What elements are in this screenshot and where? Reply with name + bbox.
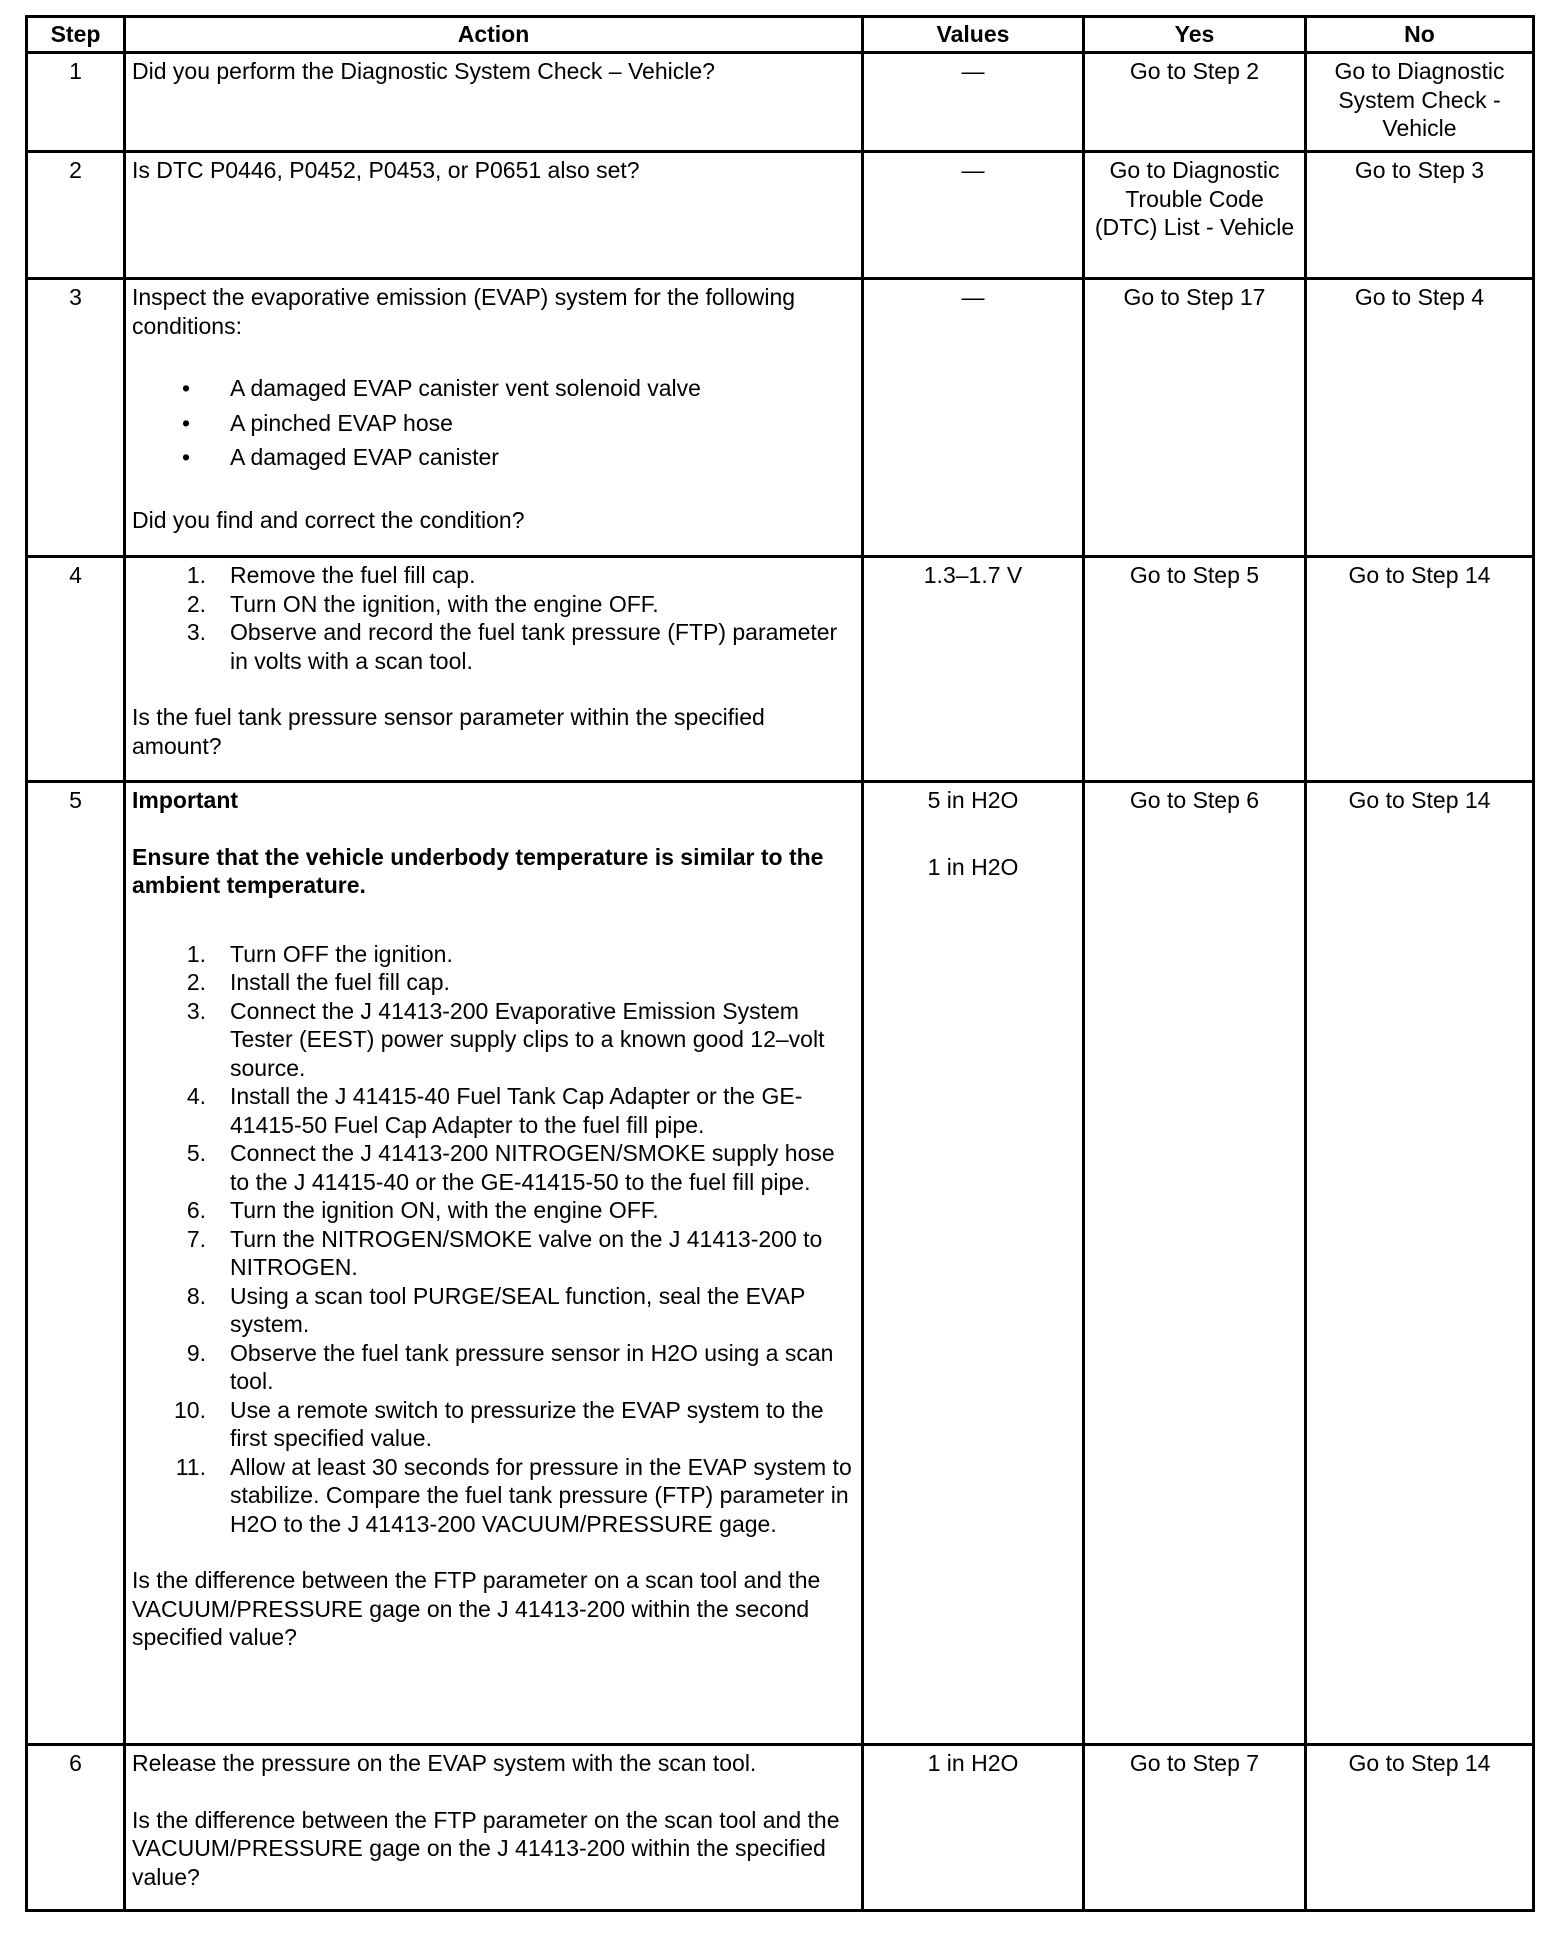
table-row-step-6 — [27, 1745, 1534, 1911]
condition-list — [132, 374, 855, 472]
step-number: 6 — [27, 1745, 125, 1911]
procedure-list — [132, 561, 855, 675]
values-cell: 1.3–1.7 V — [863, 557, 1084, 782]
list-item: 1. Turn OFF the ignition. — [186, 940, 453, 967]
action-cell — [125, 1745, 863, 1911]
table-row-step-4 — [27, 557, 1534, 782]
table-row-step-2 — [27, 152, 1534, 279]
action-cell — [125, 279, 863, 557]
no-cell: Go to Step 3 — [1306, 152, 1534, 279]
step-number: 5 — [27, 782, 125, 1745]
no-cell: Go to Step 14 — [1306, 782, 1534, 1745]
spacer — [132, 340, 855, 368]
yes-cell: Go to Step 17 — [1084, 279, 1306, 557]
values-cell: 1 in H2O — [863, 1745, 1084, 1911]
action-cell — [125, 152, 863, 279]
action-cell — [125, 557, 863, 782]
action-question: Did you find and correct the condition? — [132, 506, 525, 533]
action-question: Is DTC P0446, P0452, P0453, or P0651 also set? — [132, 157, 640, 183]
values-cell: — — [863, 53, 1084, 152]
action-intro: Release the pressure on the EVAP system with the scan tool. — [132, 1750, 757, 1776]
header-yes: Yes — [1084, 17, 1306, 53]
list-item: 11. Allow at least 30 seconds for pressure in the EVAP system to stabilize. Compare the fuel tank pressure (FTP) parameter in H2O to the J 41413-200 VACUUM/PRESSURE gage. — [175, 1453, 852, 1537]
table-row-step-5 — [27, 782, 1534, 1745]
procedure-list — [132, 940, 855, 1539]
diagnostic-table — [25, 15, 1535, 1912]
important-text: Ensure that the vehicle underbody temperature is similar to the ambient temperature. — [132, 843, 824, 898]
list-item: 8. Using a scan tool PURGE/SEAL function, seal the EVAP system. — [186, 1282, 805, 1337]
no-cell: Go to Step 14 — [1306, 1745, 1534, 1911]
no-cell: Go to Step 4 — [1306, 279, 1534, 557]
spacer — [132, 1538, 855, 1566]
values-cell: — — [863, 279, 1084, 557]
list-item: 7. Turn the NITROGEN/SMOKE valve on the J 41413-200 to NITROGEN. — [186, 1225, 823, 1280]
spacer — [132, 815, 855, 843]
header-row — [27, 17, 1534, 53]
header-action: Action — [125, 17, 863, 53]
list-item: 6. Turn the ignition ON, with the engine OFF. — [186, 1197, 659, 1223]
list-item: 4. Install the J 41415-40 Fuel Tank Cap Adapter or the GE-41415-50 Fuel Cap Adapter to the fuel fill pipe. — [186, 1083, 803, 1138]
list-item: 5. Connect the J 41413-200 NITROGEN/SMOKE supply hose to the J 41415-40 or the GE-41415-50 to the fuel fill pipe. — [186, 1140, 835, 1195]
yes-cell: Go to Step 7 — [1084, 1745, 1306, 1911]
yes-cell: Go to Diagnostic Trouble Code (DTC) List - Vehicle — [1084, 152, 1306, 279]
action-question: Is the difference between the FTP parameter on a scan tool and the VACUUM/PRESSURE gage on the J 41413-200 within the second specified value? — [132, 1567, 821, 1650]
list-item: 2. Turn ON the ignition, with the engine OFF. — [186, 590, 659, 617]
spacer — [132, 928, 855, 940]
values-cell — [863, 782, 1084, 1745]
step-number: 1 — [27, 53, 125, 152]
action-cell — [125, 53, 863, 152]
step-number: 4 — [27, 557, 125, 782]
no-cell: Go to Step 14 — [1306, 557, 1534, 782]
list-item: 10. Use a remote switch to pressurize the EVAP system to the first specified value. — [174, 1396, 824, 1451]
value-second: 1 in H2O — [927, 853, 1019, 880]
table-row-step-1 — [27, 53, 1534, 152]
table-row-step-3 — [27, 279, 1534, 557]
list-item: • A pinched EVAP hose — [132, 409, 855, 438]
header-no: No — [1306, 17, 1534, 53]
yes-cell: Go to Step 2 — [1084, 53, 1306, 152]
yes-cell: Go to Step 6 — [1084, 782, 1306, 1745]
list-item: 3. Connect the J 41413-200 Evaporative Emission System Tester (EEST) power supply clips to a known good 12–volt source. — [186, 997, 825, 1081]
no-cell: Go to Diagnostic System Check - Vehicle — [1306, 53, 1534, 152]
important-label: Important — [132, 787, 239, 813]
yes-cell: Go to Step 5 — [1084, 557, 1306, 782]
step-number: 3 — [27, 279, 125, 557]
header-values: Values — [863, 17, 1084, 53]
action-question: Is the fuel tank pressure sensor parameter within the specified amount? — [132, 704, 765, 759]
spacer — [870, 815, 1076, 853]
action-question: Did you perform the Diagnostic System Check – Vehicle? — [132, 58, 715, 84]
spacer — [132, 1778, 855, 1806]
spacer — [132, 478, 855, 506]
list-item: • A damaged EVAP canister — [132, 443, 855, 472]
action-intro: Inspect the evaporative emission (EVAP) system for the following conditions: — [132, 284, 796, 339]
list-item: 9. Observe the fuel tank pressure sensor in H2O using a scan tool. — [186, 1339, 834, 1394]
spacer — [132, 675, 855, 703]
list-item: 2. Install the fuel fill cap. — [186, 969, 450, 995]
values-cell: — — [863, 152, 1084, 279]
step-number: 2 — [27, 152, 125, 279]
spacer — [132, 900, 855, 928]
header-step: Step — [27, 17, 125, 53]
list-item: • A damaged EVAP canister vent solenoid valve — [132, 374, 855, 403]
list-item: 3. Observe and record the fuel tank pressure (FTP) parameter in volts with a scan tool. — [186, 619, 838, 674]
action-question: Is the difference between the FTP parameter on the scan tool and the VACUUM/PRESSURE gage on the J 41413-200 within the specified value? — [132, 1806, 840, 1890]
list-item: 1. Remove the fuel fill cap. — [186, 562, 476, 588]
value-first: 5 in H2O — [927, 787, 1019, 813]
action-cell — [125, 782, 863, 1745]
